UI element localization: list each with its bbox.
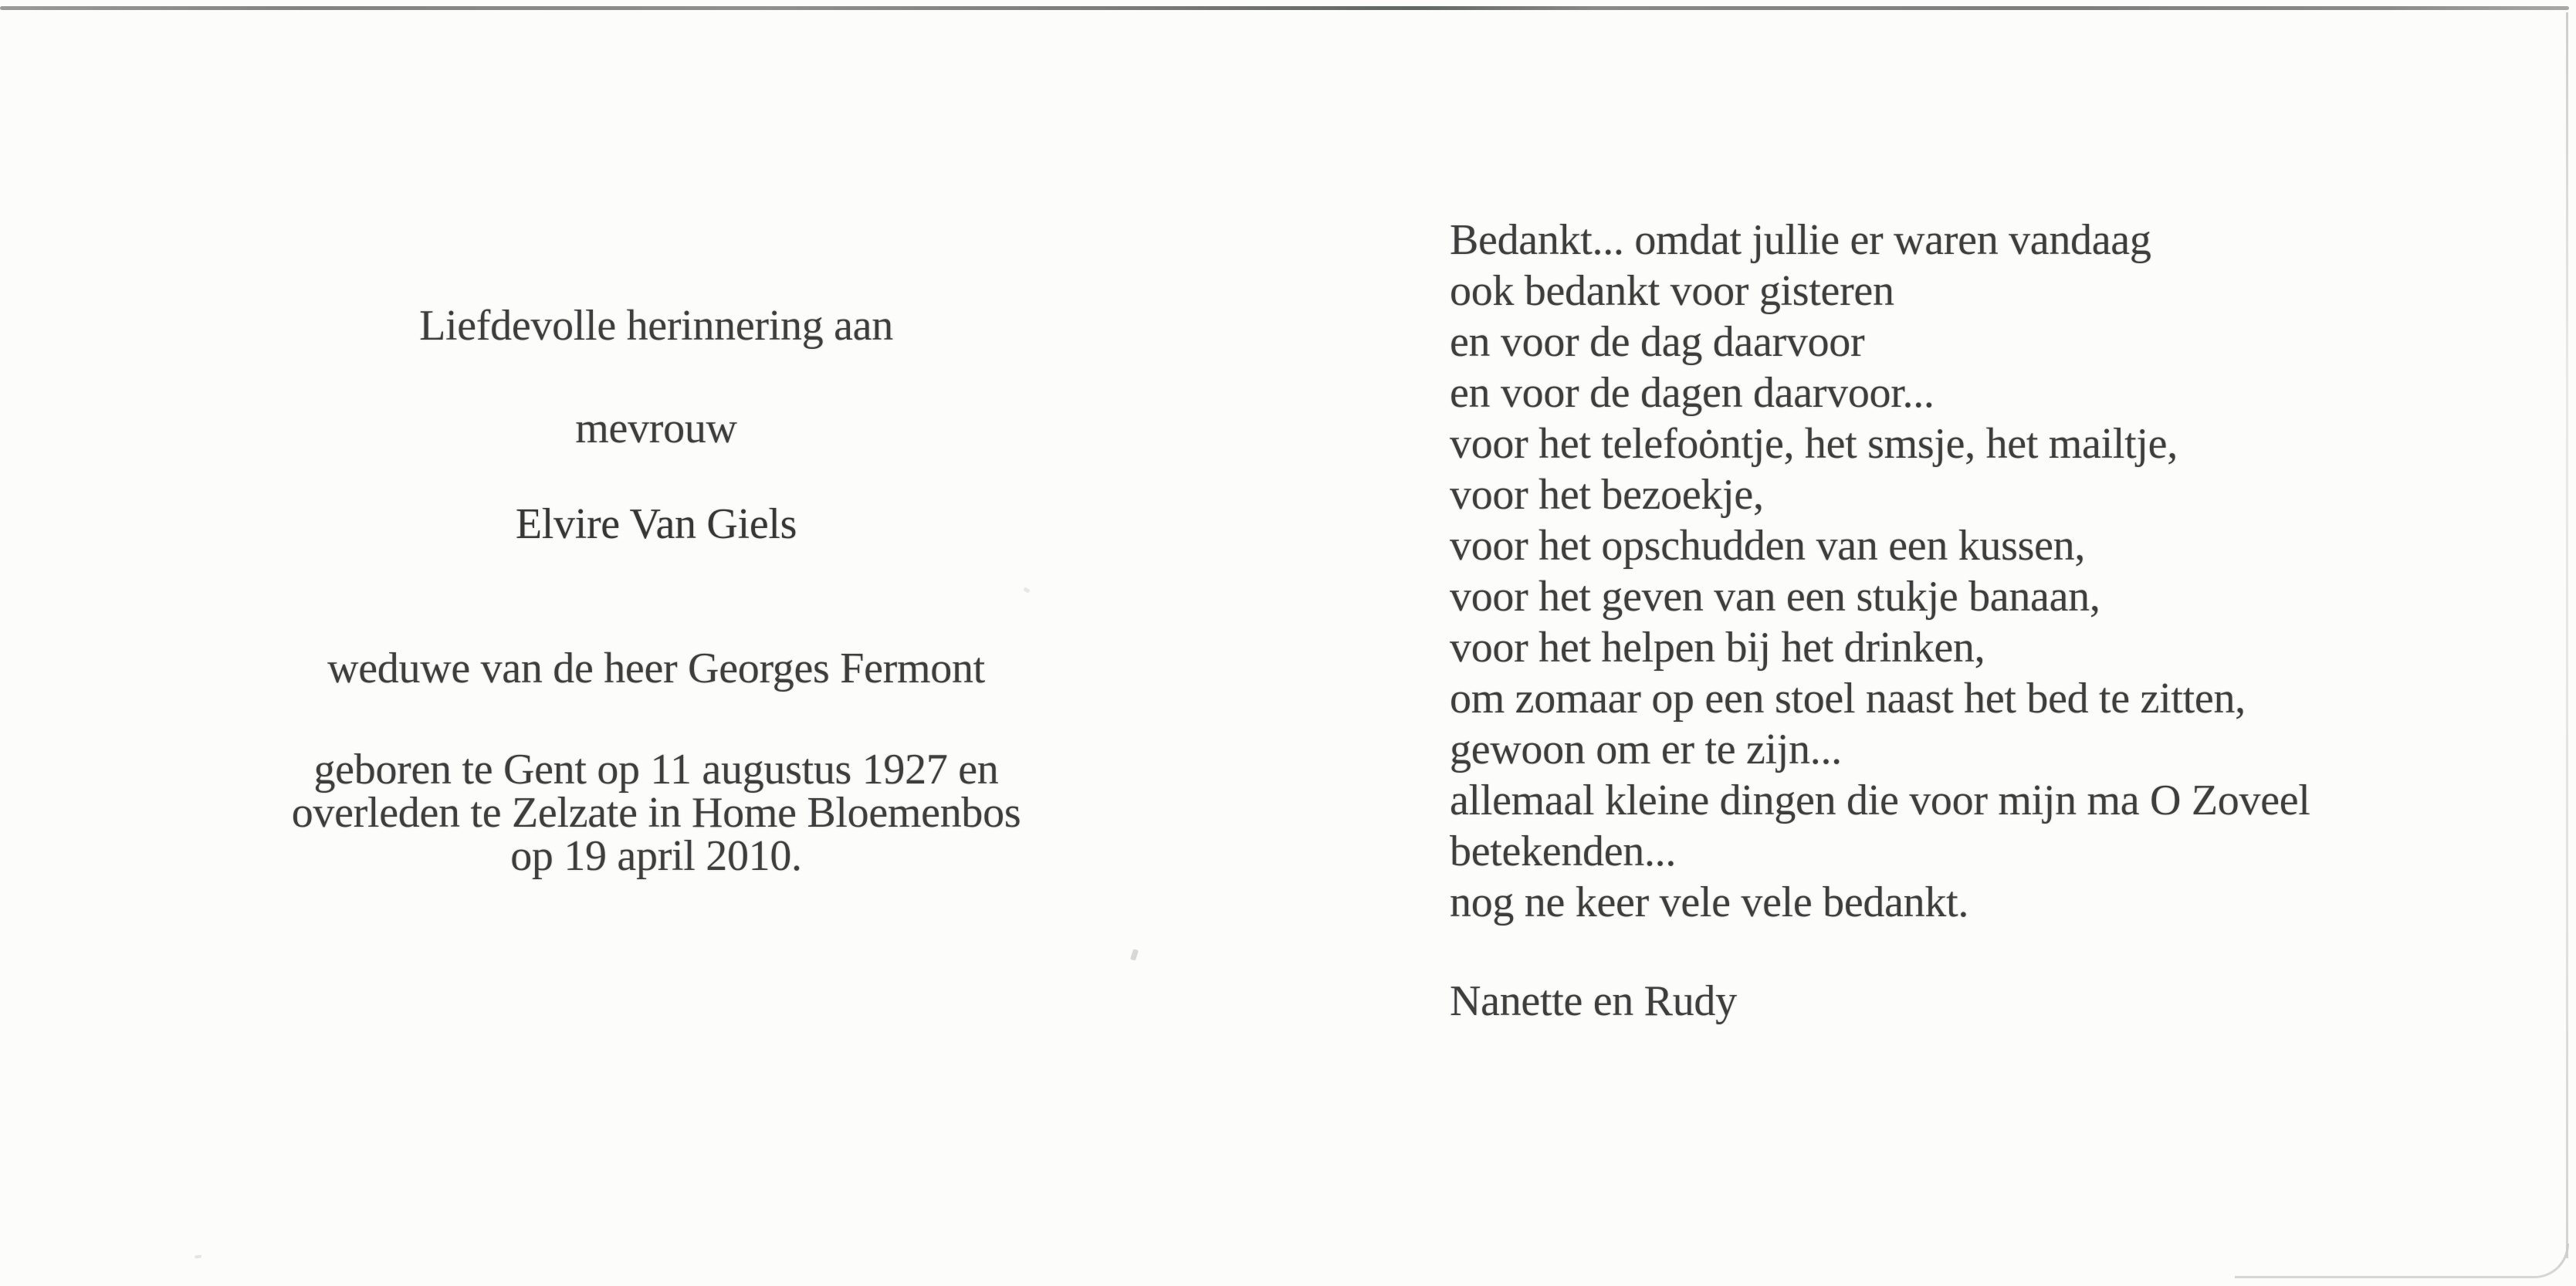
life-dates-block (228, 748, 1085, 878)
thanks-line: voor het opschudden van een kussen, (1450, 522, 2086, 570)
death-date-line: op 19 april 2010. (510, 832, 802, 880)
card-edge-bottom-right-corner (2235, 1244, 2569, 1278)
thanks-line: gewoon om er te zijn... (1450, 726, 1842, 773)
dust-speck (195, 1254, 201, 1258)
right-panel (1450, 215, 2515, 1027)
death-place-line: overleden te Zelzate in Home Bloemenbos (291, 789, 1021, 837)
thanks-line: nog ne keer vele vele bedankt. (1450, 878, 1969, 926)
thanks-line: en voor de dagen daarvoor... (1450, 369, 1935, 417)
deceased-name: Elvire Van Giels (515, 500, 797, 548)
signature-line: Nanette en Rudy (1450, 977, 1737, 1025)
thanks-line: allemaal kleine dingen die voor mijn ma O Zoveel (1450, 777, 2310, 824)
thanks-line: en voor de dag daarvoor (1450, 318, 1865, 366)
thanks-line: voor het geven van een stukje banaan, (1450, 573, 2100, 621)
thanks-line: voor het bezoekje, (1450, 471, 1764, 519)
intro-line: Liefdevolle herinnering aan (419, 302, 893, 350)
thanks-line: ook bedankt voor gisteren (1450, 267, 1894, 315)
honorific-line: mevrouw (575, 404, 737, 452)
dust-speck (1130, 949, 1139, 960)
thanks-line: voor het telefoȯntje, het smsje, het mailtje, (1450, 420, 2178, 468)
thanks-line: betekenden... (1450, 827, 1677, 875)
birth-line: geboren te Gent op 11 augustus 1927 en (313, 746, 999, 794)
thanks-line: voor het helpen bij het drinken, (1450, 624, 1985, 672)
thanks-line: om zomaar op een stoel naast het bed te zitten, (1450, 675, 2246, 723)
card-edge-right (2566, 12, 2568, 1258)
thanks-line: Bedankt... omdat jullie er waren vandaag (1450, 216, 2151, 264)
left-panel (228, 0, 1085, 1286)
relation-line: weduwe van de heer Georges Fermont (327, 645, 985, 692)
